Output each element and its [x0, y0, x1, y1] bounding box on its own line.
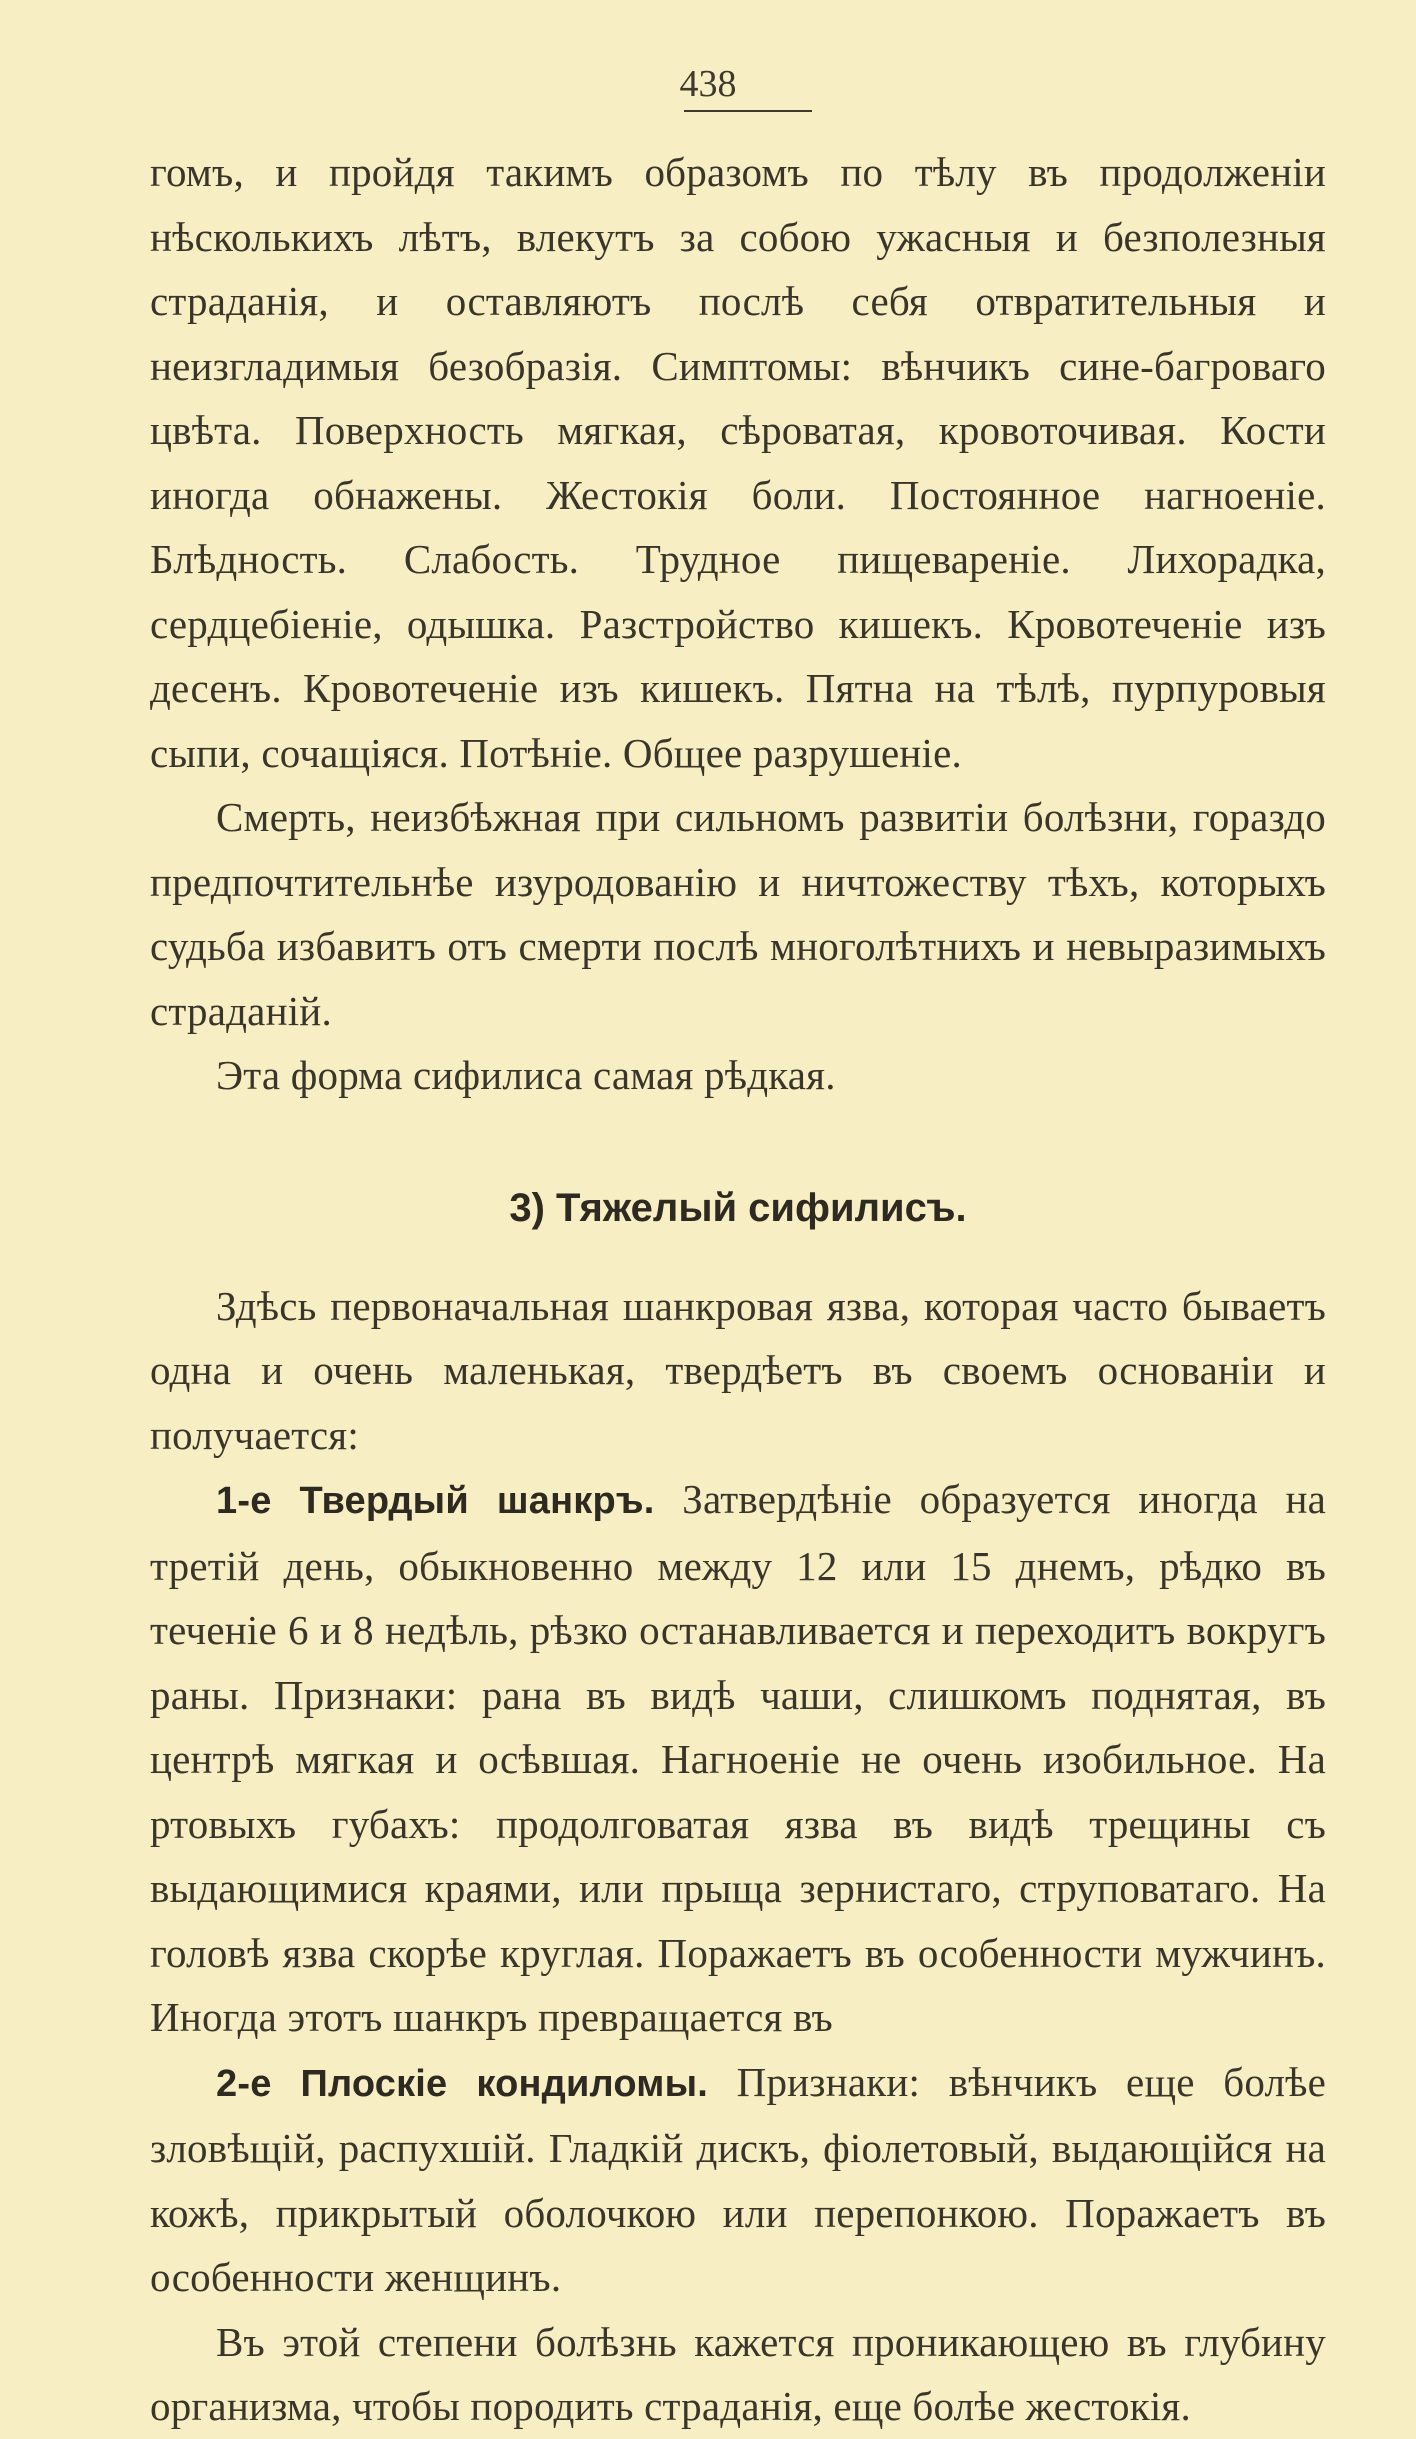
paragraph-closing: Въ этой степени болѣзнь кажется проникающею въ глубину организма, чтобы породить страданія, еще болѣе жестокія. — [150, 2318, 1326, 2429]
header-rule — [684, 110, 812, 112]
paragraph-continued: гомъ, и пройдя такимъ образомъ по тѣлу въ продолженіи нѣсколькихъ лѣтъ, влекутъ за собою ужасныя и безполезныя страданія, и оставляютъ послѣ себя отвратительныя и неизгладимыя безобразія. Симптомы: вѣнчикъ сине-багроваго цвѣта. Поверхность мягкая, сѣроватая, кровоточивая. Кости иногда обнажены. Жестокія боли. Постоянное нагноеніе. Блѣдность. Слабость. Трудное пищевареніе. Лихорадка, сердцебіеніе, одышка. Разстройство кишекъ. Кровотеченіе изъ десенъ. Кровотеченіе изъ кишекъ. Пятна на тѣлѣ, пурпуровыя сыпи, сочащіяся. Потѣніе. Общее разрушеніе. — [150, 149, 1326, 776]
page-number: 438 — [679, 63, 737, 105]
page-number-area — [0, 62, 1416, 106]
section-title: 3) Тяжелый сифилисъ. — [509, 1185, 967, 1230]
paragraph-rare-form: Эта форма сифилиса самая рѣдкая. — [216, 1052, 836, 1098]
hard-chancre-text: Затвердѣніе образуется иногда на третій день, обыкновенно между 12 или 15 днемъ, рѣдко въ теченіе 6 и 8 недѣль, рѣзко останавливается и переходитъ вокругъ раны. Признаки: рана въ видѣ чаши, слишкомъ поднятая, въ центрѣ мягкая и осѣвшая. Нагноеніе не очень изобильное. На ртовыхъ губахъ: продолговатая язва въ видѣ трещины съ выдающимися краями, или прыща зернистаго, струповатаго. На головѣ язва скорѣе круглая. Поражаетъ въ особенности мужчинъ. Иногда этотъ шанкръ превращается въ — [150, 1476, 1326, 2040]
condylomas-text: Признаки: вѣнчикъ еще болѣе зловѣщій, распухшій. Гладкій дискъ, фіолетовый, выдающійся на кожѣ, прикрытый оболочкою или перепонкою. Поражаетъ въ особенности женщинъ. — [150, 2058, 1327, 2300]
term-hard-chancre: 1-е Твердый шанкръ. — [216, 1480, 655, 1522]
body-text — [150, 140, 1326, 2439]
paragraph-death: Смерть, неизбѣжная при сильномъ развитіи болѣзни, гораздо предпочтительнѣе изуродованію и ничтожеству тѣхъ, которыхъ судьба избавитъ отъ смерти послѣ многолѣтнихъ и невыразимыхъ страданій. — [150, 794, 1326, 1034]
paragraph-hard-chancre — [150, 1467, 1326, 2050]
paragraph-condylomas — [150, 2050, 1326, 2310]
term-condylomas: 2-е Плоскіе кондиломы. — [216, 2062, 708, 2105]
paragraph-intro: Здѣсь первоначальная шанкровая язва, которая часто бываетъ одна и очень маленькая, твердѣетъ въ своемъ основаніи и получается: — [150, 1282, 1326, 1458]
